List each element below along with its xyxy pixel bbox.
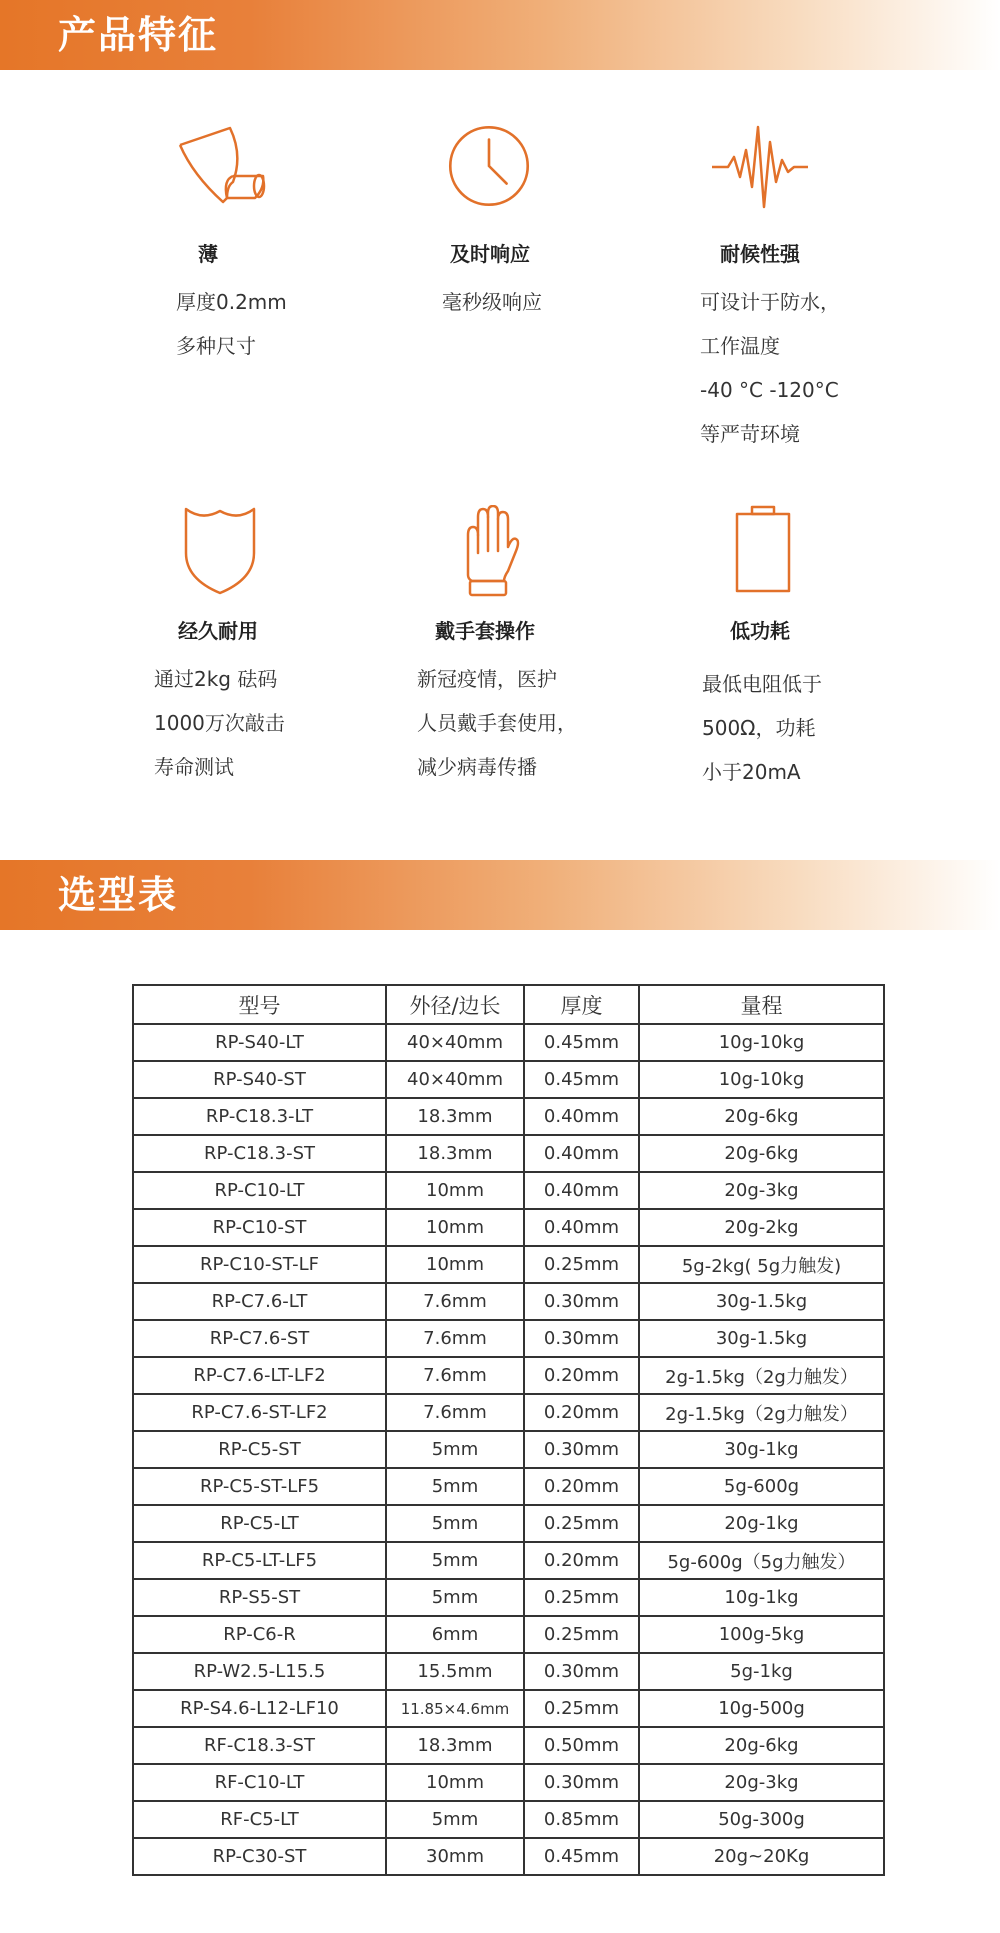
table-row bbox=[133, 1838, 884, 1875]
cell-range: 10g-10kg bbox=[639, 1061, 884, 1098]
feature-desc-line: 人员戴手套使用， bbox=[417, 711, 577, 735]
cell-size: 10mm bbox=[386, 1209, 524, 1246]
cell-model: RP-S4.6-L12-LF10 bbox=[133, 1690, 386, 1727]
cell-thickness: 0.45mm bbox=[524, 1024, 639, 1061]
feature-title: 经久耐用 bbox=[178, 619, 258, 643]
cell-model: RP-C10-ST bbox=[133, 1209, 386, 1246]
cell-thickness: 0.25mm bbox=[524, 1690, 639, 1727]
cell-range: 30g-1kg bbox=[639, 1431, 884, 1468]
cell-model: RP-C5-ST bbox=[133, 1431, 386, 1468]
table-row bbox=[133, 1098, 884, 1135]
cell-size: 7.6mm bbox=[386, 1320, 524, 1357]
column-header-model: 型号 bbox=[133, 985, 386, 1024]
feature-desc-line: 通过2kg 砝码 bbox=[154, 667, 278, 691]
cell-range: 10g-500g bbox=[639, 1690, 884, 1727]
film-roll-icon bbox=[175, 120, 275, 220]
feature-description bbox=[442, 280, 542, 324]
cell-model: RP-C10-ST-LF bbox=[133, 1246, 386, 1283]
cell-model: RP-C7.6-LT-LF2 bbox=[133, 1357, 386, 1394]
cell-model: RP-C7.6-LT bbox=[133, 1283, 386, 1320]
table-row bbox=[133, 1024, 884, 1061]
feature-description bbox=[176, 280, 287, 368]
table-row bbox=[133, 1209, 884, 1246]
cell-range: 20g-6kg bbox=[639, 1727, 884, 1764]
cell-size: 6mm bbox=[386, 1616, 524, 1653]
cell-range: 2g-1.5kg（2g力触发） bbox=[639, 1394, 884, 1431]
cell-model: RP-W2.5-L15.5 bbox=[133, 1653, 386, 1690]
cell-range: 20g-6kg bbox=[639, 1135, 884, 1172]
cell-size: 18.3mm bbox=[386, 1098, 524, 1135]
feature-title: 戴手套操作 bbox=[435, 619, 535, 643]
cell-thickness: 0.85mm bbox=[524, 1801, 639, 1838]
cell-thickness: 0.30mm bbox=[524, 1431, 639, 1468]
cell-range: 20g-1kg bbox=[639, 1505, 884, 1542]
table-row bbox=[133, 1357, 884, 1394]
section-title: 选型表 bbox=[58, 873, 179, 917]
table-row bbox=[133, 1394, 884, 1431]
cell-model: RF-C5-LT bbox=[133, 1801, 386, 1838]
cell-range: 5g-600g（5g力触发） bbox=[639, 1542, 884, 1579]
table-row bbox=[133, 1468, 884, 1505]
feature-desc-line: 1000万次敲击 bbox=[154, 711, 285, 735]
cell-range: 5g-1kg bbox=[639, 1653, 884, 1690]
table-row bbox=[133, 1431, 884, 1468]
feature-description bbox=[702, 662, 822, 794]
cell-model: RP-C7.6-ST bbox=[133, 1320, 386, 1357]
cell-size: 5mm bbox=[386, 1505, 524, 1542]
waveform-icon bbox=[710, 122, 810, 212]
feature-desc-line: 减少病毒传播 bbox=[417, 755, 537, 779]
section-banner-features bbox=[0, 0, 1000, 70]
cell-thickness: 0.40mm bbox=[524, 1098, 639, 1135]
cell-thickness: 0.30mm bbox=[524, 1320, 639, 1357]
section-banner-selection bbox=[0, 860, 1000, 930]
cell-range: 20g~20Kg bbox=[639, 1838, 884, 1875]
cell-thickness: 0.25mm bbox=[524, 1246, 639, 1283]
cell-range: 10g-10kg bbox=[639, 1024, 884, 1061]
table-row bbox=[133, 1801, 884, 1838]
feature-title: 及时响应 bbox=[450, 242, 530, 266]
cell-thickness: 0.20mm bbox=[524, 1394, 639, 1431]
column-header-range: 量程 bbox=[639, 985, 884, 1024]
cell-size: 11.85×4.6mm bbox=[386, 1690, 524, 1727]
cell-model: RF-C18.3-ST bbox=[133, 1727, 386, 1764]
feature-desc-line: 多种尺寸 bbox=[176, 334, 256, 358]
cell-model: RP-C30-ST bbox=[133, 1838, 386, 1875]
feature-title: 耐候性强 bbox=[720, 242, 800, 266]
cell-thickness: 0.45mm bbox=[524, 1061, 639, 1098]
feature-title: 薄 bbox=[198, 242, 218, 266]
cell-size: 40×40mm bbox=[386, 1061, 524, 1098]
cell-thickness: 0.25mm bbox=[524, 1579, 639, 1616]
table-row bbox=[133, 1690, 884, 1727]
cell-size: 10mm bbox=[386, 1172, 524, 1209]
feature-desc-line: 500Ω，功耗 bbox=[702, 716, 816, 740]
cell-range: 2g-1.5kg（2g力触发） bbox=[639, 1357, 884, 1394]
cell-size: 30mm bbox=[386, 1838, 524, 1875]
table-row bbox=[133, 1246, 884, 1283]
feature-desc-line: 可设计于防水， bbox=[700, 290, 840, 314]
cell-range: 5g-600g bbox=[639, 1468, 884, 1505]
table-row bbox=[133, 1542, 884, 1579]
cell-size: 40×40mm bbox=[386, 1024, 524, 1061]
table-row bbox=[133, 1579, 884, 1616]
feature-desc-line: 工作温度 bbox=[700, 334, 780, 358]
cell-size: 15.5mm bbox=[386, 1653, 524, 1690]
feature-desc-line: 新冠疫情，医护 bbox=[417, 667, 557, 691]
feature-desc-line: -40 °C -120°C bbox=[700, 378, 839, 402]
feature-description bbox=[154, 657, 285, 789]
cell-size: 18.3mm bbox=[386, 1135, 524, 1172]
cell-thickness: 0.25mm bbox=[524, 1505, 639, 1542]
cell-model: RP-C5-LT bbox=[133, 1505, 386, 1542]
cell-thickness: 0.20mm bbox=[524, 1542, 639, 1579]
section-title: 产品特征 bbox=[58, 13, 219, 57]
table-row bbox=[133, 1135, 884, 1172]
cell-range: 20g-3kg bbox=[639, 1172, 884, 1209]
clock-icon bbox=[445, 122, 533, 210]
cell-size: 5mm bbox=[386, 1468, 524, 1505]
feature-desc-line: 小于20mA bbox=[702, 760, 801, 784]
cell-thickness: 0.45mm bbox=[524, 1838, 639, 1875]
table-row bbox=[133, 1505, 884, 1542]
cell-range: 30g-1.5kg bbox=[639, 1320, 884, 1357]
cell-size: 7.6mm bbox=[386, 1357, 524, 1394]
cell-model: RP-S40-ST bbox=[133, 1061, 386, 1098]
cell-range: 50g-300g bbox=[639, 1801, 884, 1838]
cell-size: 18.3mm bbox=[386, 1727, 524, 1764]
cell-model: RP-C18.3-LT bbox=[133, 1098, 386, 1135]
cell-range: 10g-1kg bbox=[639, 1579, 884, 1616]
cell-model: RP-C5-ST-LF5 bbox=[133, 1468, 386, 1505]
feature-desc-line: 等严苛环境 bbox=[700, 422, 800, 446]
cell-thickness: 0.40mm bbox=[524, 1172, 639, 1209]
feature-desc-line: 最低电阻低于 bbox=[702, 672, 822, 696]
table-row bbox=[133, 1727, 884, 1764]
feature-description bbox=[700, 280, 840, 456]
cell-range: 20g-6kg bbox=[639, 1098, 884, 1135]
cell-thickness: 0.40mm bbox=[524, 1135, 639, 1172]
cell-model: RP-C7.6-ST-LF2 bbox=[133, 1394, 386, 1431]
selection-table bbox=[132, 984, 885, 1876]
shield-icon bbox=[182, 505, 258, 595]
cell-range: 5g-2kg( 5g力触发) bbox=[639, 1246, 884, 1283]
cell-thickness: 0.20mm bbox=[524, 1357, 639, 1394]
cell-thickness: 0.20mm bbox=[524, 1468, 639, 1505]
table-row bbox=[133, 1764, 884, 1801]
feature-desc-line: 毫秒级响应 bbox=[442, 290, 542, 314]
cell-range: 20g-2kg bbox=[639, 1209, 884, 1246]
cell-size: 10mm bbox=[386, 1764, 524, 1801]
cell-range: 100g-5kg bbox=[639, 1616, 884, 1653]
cell-size: 5mm bbox=[386, 1431, 524, 1468]
table-row bbox=[133, 1283, 884, 1320]
cell-model: RP-S5-ST bbox=[133, 1579, 386, 1616]
cell-size: 10mm bbox=[386, 1246, 524, 1283]
table-header-row bbox=[133, 985, 884, 1024]
cell-size: 7.6mm bbox=[386, 1283, 524, 1320]
table-row bbox=[133, 1653, 884, 1690]
feature-desc-line: 寿命测试 bbox=[154, 755, 234, 779]
cell-thickness: 0.30mm bbox=[524, 1283, 639, 1320]
cell-model: RF-C10-LT bbox=[133, 1764, 386, 1801]
cell-range: 30g-1.5kg bbox=[639, 1283, 884, 1320]
cell-range: 20g-3kg bbox=[639, 1764, 884, 1801]
table-row bbox=[133, 1172, 884, 1209]
cell-model: RP-C5-LT-LF5 bbox=[133, 1542, 386, 1579]
cell-thickness: 0.40mm bbox=[524, 1209, 639, 1246]
cell-thickness: 0.30mm bbox=[524, 1764, 639, 1801]
feature-title: 低功耗 bbox=[730, 619, 790, 643]
glove-icon bbox=[460, 505, 520, 597]
table-row bbox=[133, 1061, 884, 1098]
table-row bbox=[133, 1616, 884, 1653]
cell-size: 5mm bbox=[386, 1579, 524, 1616]
column-header-size: 外径/边长 bbox=[386, 985, 524, 1024]
table-row bbox=[133, 1320, 884, 1357]
cell-thickness: 0.50mm bbox=[524, 1727, 639, 1764]
cell-thickness: 0.25mm bbox=[524, 1616, 639, 1653]
cell-size: 5mm bbox=[386, 1542, 524, 1579]
cell-model: RP-C6-R bbox=[133, 1616, 386, 1653]
feature-description bbox=[417, 657, 577, 789]
cell-size: 7.6mm bbox=[386, 1394, 524, 1431]
cell-size: 5mm bbox=[386, 1801, 524, 1838]
cell-thickness: 0.30mm bbox=[524, 1653, 639, 1690]
feature-desc-line: 厚度0.2mm bbox=[176, 290, 287, 314]
cell-model: RP-C18.3-ST bbox=[133, 1135, 386, 1172]
cell-model: RP-S40-LT bbox=[133, 1024, 386, 1061]
cell-model: RP-C10-LT bbox=[133, 1172, 386, 1209]
battery-icon bbox=[734, 505, 792, 593]
column-header-thickness: 厚度 bbox=[524, 985, 639, 1024]
